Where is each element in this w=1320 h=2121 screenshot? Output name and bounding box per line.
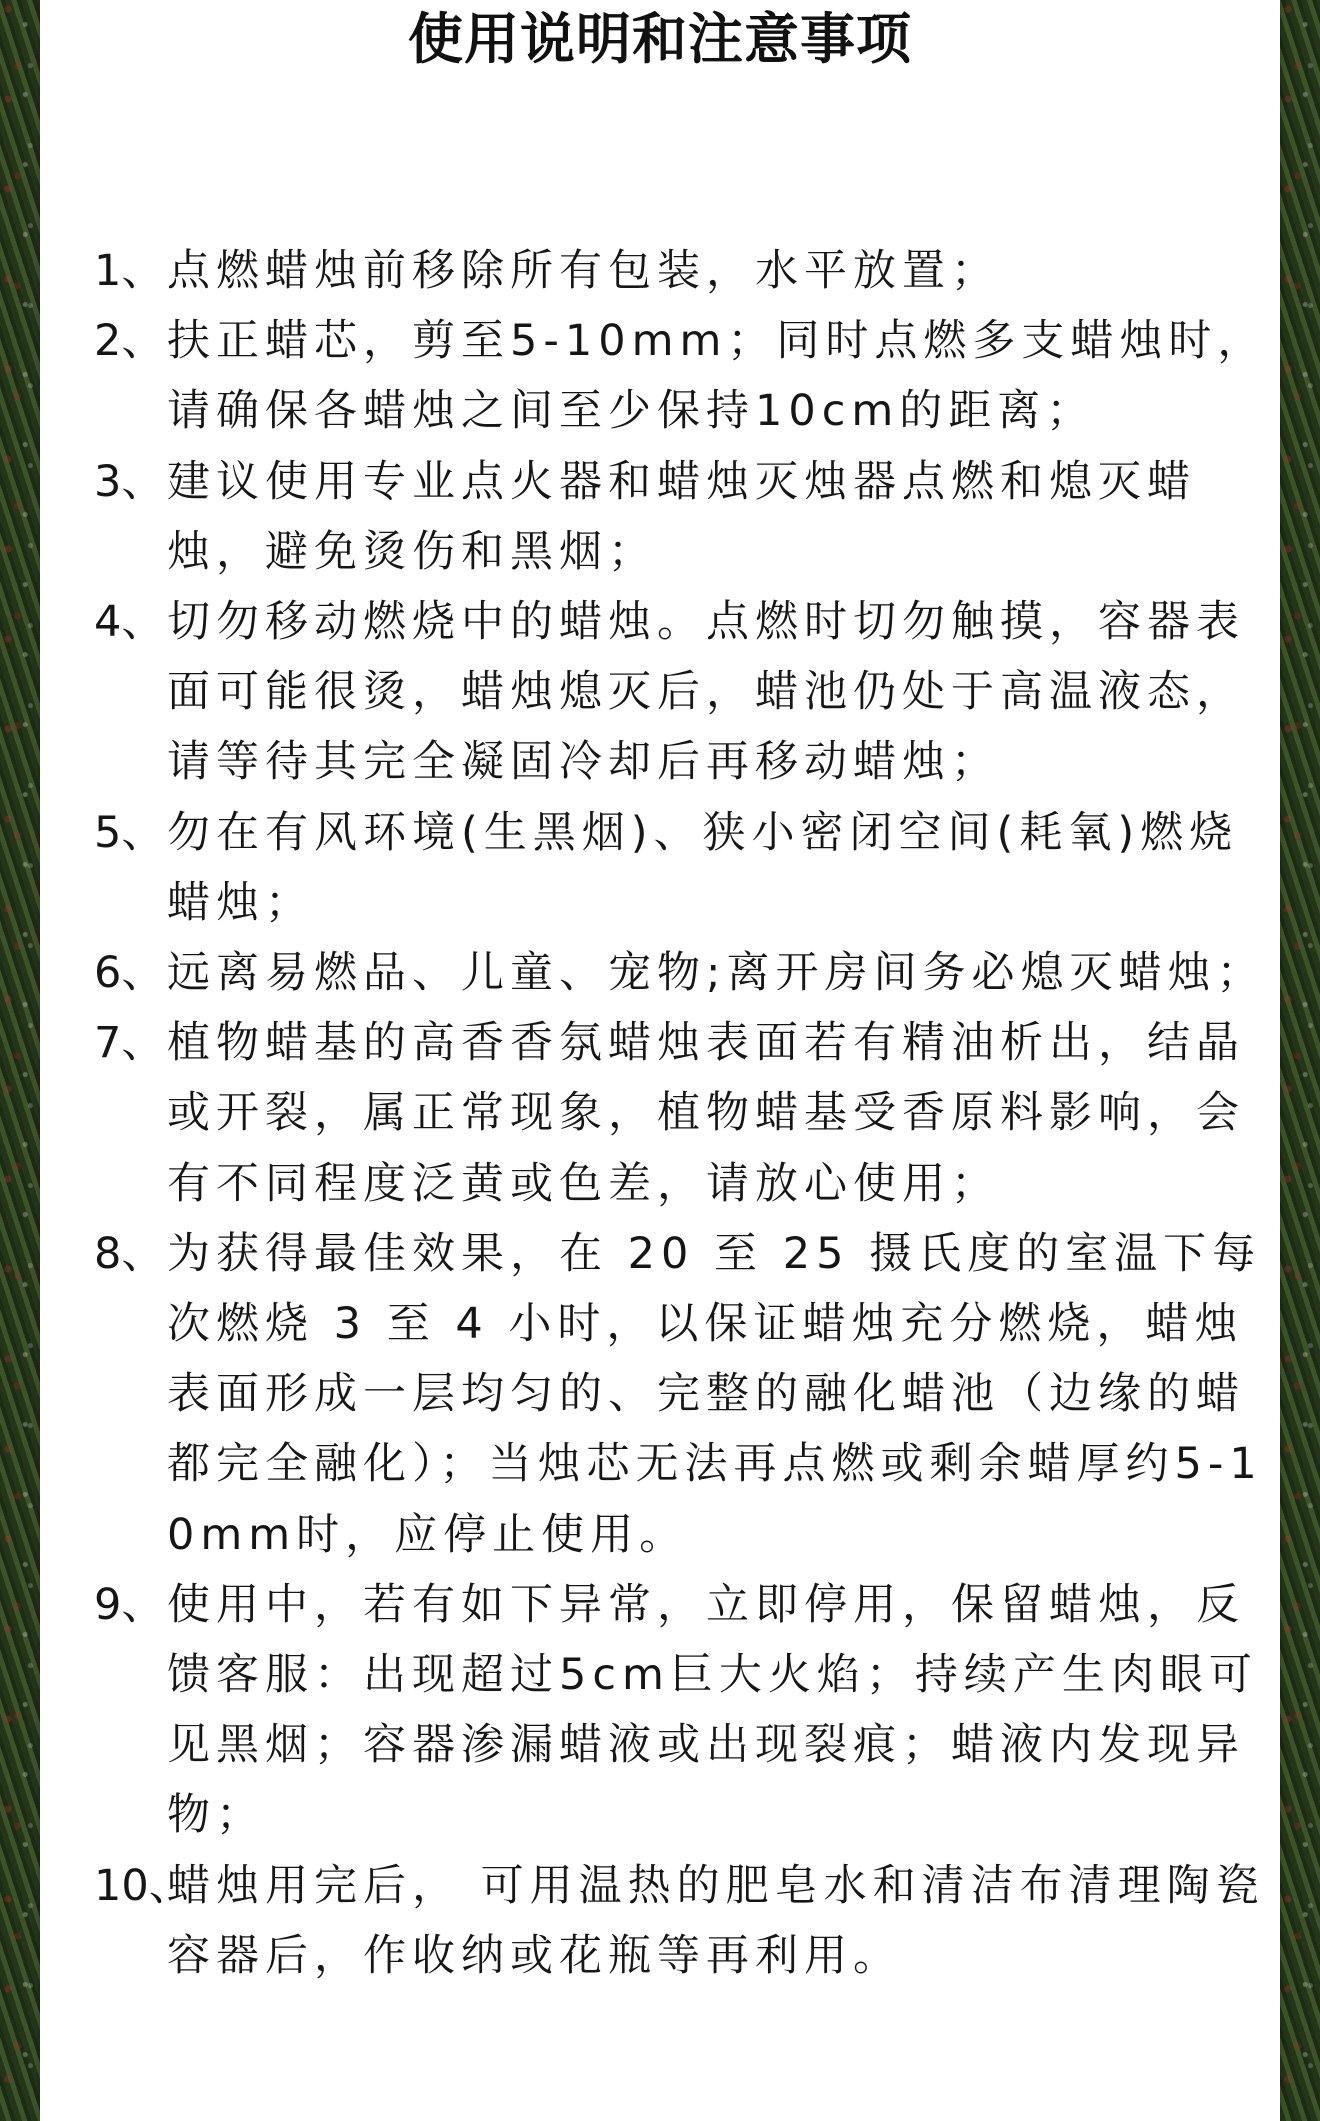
item-text <box>167 447 1284 587</box>
grass-background-left <box>0 0 40 2121</box>
instruction-item <box>94 1219 1284 1570</box>
item-text-line: 眼可见黑烟；容器渗漏蜡液或出现裂痕；蜡液内 <box>167 1650 1258 1771</box>
item-text-line: 切勿移动燃烧中的蜡烛。点燃时切勿触摸，容器 <box>167 597 1196 648</box>
item-text-line: 扶正蜡芯，剪至5-10mm；同时点燃多支蜡烛 <box>167 316 1169 367</box>
item-text-line: 每次燃烧 3 至 4 小时，以保证蜡烛充分燃烧， <box>167 1228 1262 1350</box>
item-text-line: 蜡厚约5-10mm时，应停止使用。 <box>167 1439 1263 1560</box>
instruction-item <box>94 306 1284 446</box>
item-text-line: 勿在有风环境(生黑烟)、狭小密闭空间(耗氧)燃 <box>167 807 1190 858</box>
item-text <box>167 236 1284 306</box>
item-text-line: 发现异物； <box>167 1720 1245 1841</box>
instruction-item <box>94 587 1284 798</box>
item-text <box>167 938 1284 1008</box>
item-number: 6、 <box>94 948 165 999</box>
item-text-line: 远离易燃品、儿童、宠物;离开房间务必熄灭蜡 <box>167 948 1168 999</box>
item-text <box>167 798 1284 938</box>
page-title: 使用说明和注意事项 <box>407 7 912 71</box>
instruction-item <box>94 236 1284 306</box>
item-text-line: 表面可能很烫，蜡烛熄灭后，蜡池仍处于高温液 <box>167 597 1245 718</box>
item-number: 7、 <box>94 1018 165 1069</box>
item-number: 8、 <box>94 1228 165 1279</box>
item-text <box>167 1219 1284 1570</box>
item-text <box>167 1008 1284 1219</box>
item-text-line: 瓷容器后，作收纳或花瓶等再利用。 <box>167 1860 1265 1981</box>
item-number: 2、 <box>94 316 165 367</box>
instruction-item <box>94 1008 1284 1219</box>
item-text-line: 反馈客服：出现超过5cm巨大火焰；持续产生肉 <box>167 1579 1245 1701</box>
item-text <box>167 306 1284 446</box>
item-text-line: 晶或开裂，属正常现象，植物蜡基受香原料影 <box>167 1018 1245 1139</box>
instruction-item <box>94 1851 1284 1991</box>
item-text <box>167 587 1284 798</box>
item-text-line: 蜡烛用完后， 可用温热的肥皂水和清洁布清理陶 <box>167 1860 1216 1911</box>
item-text-line: 态，请等待其完全凝固冷却后再移动蜡烛； <box>167 667 1245 788</box>
item-text <box>167 1570 1284 1851</box>
instruction-list <box>94 236 1284 1991</box>
item-text-line: 缘的蜡都完全融化）；当烛芯无法再点燃或剩余 <box>167 1369 1245 1490</box>
instruction-panel <box>40 0 1280 2121</box>
item-number: 1、 <box>94 246 165 296</box>
grass-background-right <box>1280 0 1320 2121</box>
item-text <box>167 1851 1284 1991</box>
item-number: 10、 <box>94 1860 192 1911</box>
item-text-line: 建议使用专业点火器和蜡烛灭烛器点燃和熄灭蜡 <box>167 456 1196 507</box>
item-number: 3、 <box>94 456 165 507</box>
item-text-line: 点燃蜡烛前移除所有包装，水平放置； <box>167 246 1000 296</box>
item-text-line: 植物蜡基的高香香氛蜡烛表面若有精油析出，结 <box>167 1018 1196 1069</box>
instruction-item <box>94 1570 1284 1851</box>
item-text-line: 使用中，若有如下异常，立即停用，保留蜡烛， <box>167 1579 1196 1630</box>
instruction-item <box>94 938 1284 1008</box>
item-text-line: 烧蜡烛； <box>167 807 1239 928</box>
item-text-line: 烛，避免烫伤和黑烟； <box>167 526 657 577</box>
instruction-item <box>94 798 1284 938</box>
item-text-line: 为获得最佳效果，在 20 至 25 摄氏度的室温下 <box>167 1228 1213 1279</box>
item-number: 9、 <box>94 1579 165 1630</box>
item-text-line: 时，请确保各蜡烛之间至少保持10cm的距离； <box>167 316 1267 437</box>
item-text-line: 蜡烛表面形成一层均匀的、完整的融化蜡池（边 <box>167 1299 1244 1420</box>
item-number: 5、 <box>94 807 165 858</box>
item-text-line: 响，会有不同程度泛黄或色差，请放心使用； <box>167 1088 1245 1209</box>
item-text-line: 烛； <box>1167 948 1266 999</box>
item-number: 4、 <box>94 597 165 648</box>
instruction-item <box>94 447 1284 587</box>
